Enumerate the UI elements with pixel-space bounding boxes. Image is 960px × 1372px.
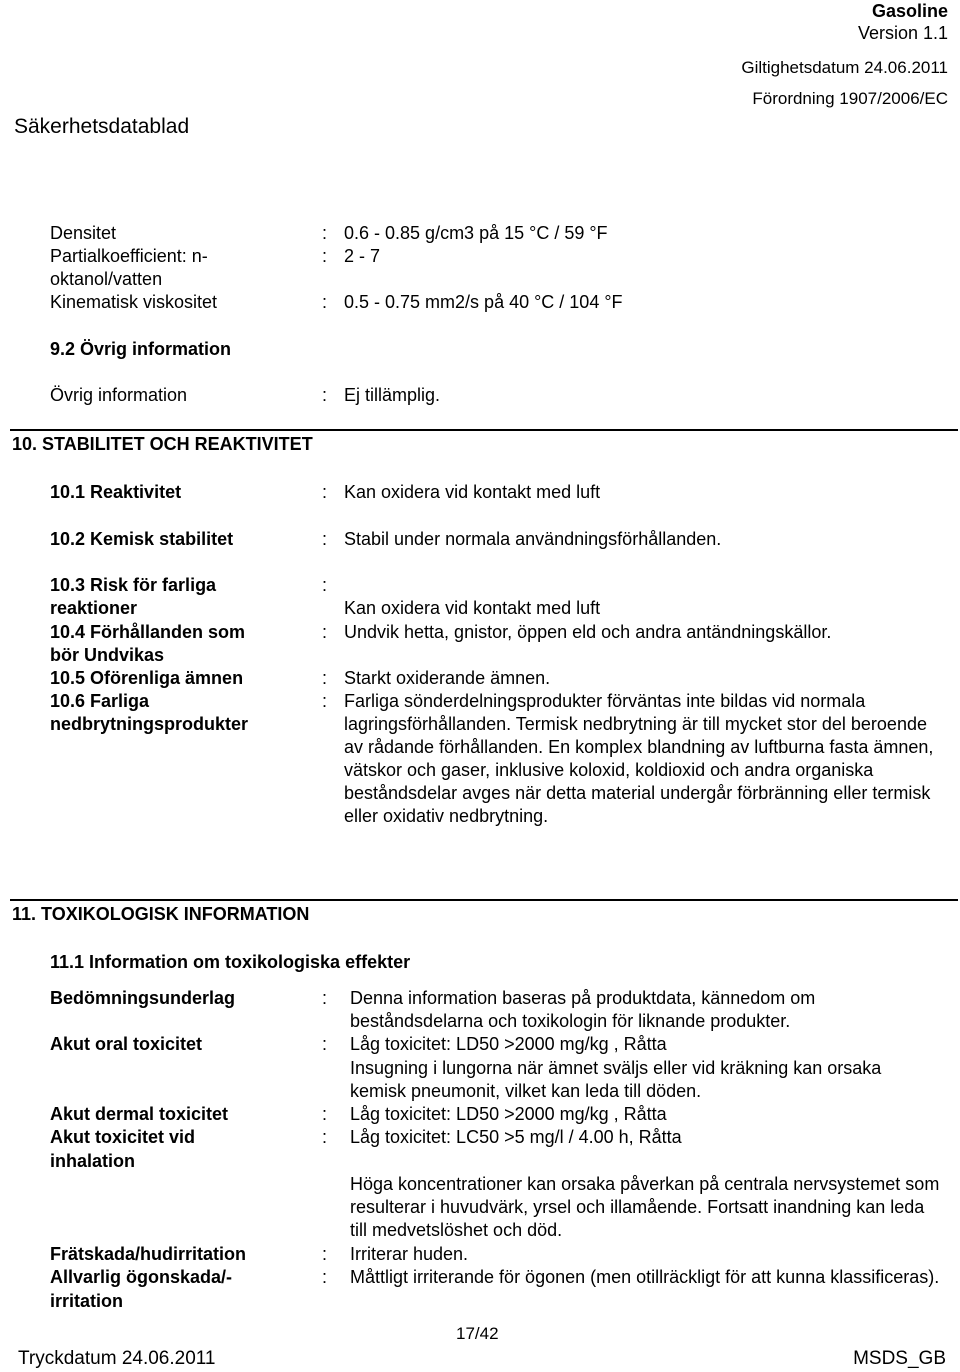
field-label: Akut dermal toxicitet (50, 1104, 229, 1124)
field-value: Låg toxicitet: LC50 >5 mg/l / 4.00 h, Råtta (350, 1127, 682, 1147)
colon: : (322, 482, 328, 502)
prop-label: oktanol/vatten (50, 269, 163, 289)
version: Version 1.1 (857, 23, 948, 43)
field-label: Frätskada/hudirritation (50, 1244, 247, 1264)
colon: : (322, 668, 328, 688)
field-label: Allvarlig ögonskada/- (50, 1267, 233, 1287)
prop-value: 0.6 - 0.85 g/cm3 på 15 °C / 59 °F (344, 223, 608, 243)
doc-title: Säkerhetsdatablad (14, 115, 190, 138)
colon: : (322, 1244, 328, 1264)
colon: : (322, 1034, 328, 1054)
field-label: 10.3 Risk för farliga (50, 575, 217, 595)
field-value: Farliga sönderdelningsprodukter förväntas inte bildas vid normala lagringsförhållanden. Termisk nedbrytning är till mycket stor del beroende av rådande förhållanden. En komplex blandning av luftburna fasta ämnen, vätskor och gaser, inklusive koloxid, koldioxid och andra organiska beståndsdelar avges när detta material undergår förbränning eller termisk eller oxidativ nedbrytning. (344, 691, 934, 826)
colon: : (322, 575, 328, 595)
colon: : (322, 1127, 328, 1147)
field-label: 10.1 Reaktivitet (50, 482, 182, 502)
section-divider (10, 899, 958, 901)
prop-label: Densitet (50, 223, 117, 243)
field-value: Kan oxidera vid kontakt med luft (344, 482, 601, 502)
colon: : (322, 223, 328, 243)
section-heading: 9.2 Övrig information (50, 339, 232, 359)
field-label: nedbrytningsprodukter (50, 714, 249, 734)
section-heading: 11. TOXIKOLOGISK INFORMATION (12, 904, 310, 924)
prop-value: 2 - 7 (344, 246, 381, 266)
field-label: 10.2 Kemisk stabilitet (50, 529, 234, 549)
field-value: Höga koncentrationer kan orsaka påverkan på centrala nervsystemet som resulterar i huvudvärk, yrsel och illamående. Fortsatt inandning kan leda till medvetslöshet och död. (350, 1174, 940, 1240)
validity-date: Giltighetsdatum 24.06.2011 (741, 58, 948, 77)
field-label: reaktioner (50, 598, 138, 618)
colon: : (322, 246, 328, 266)
colon: : (322, 622, 328, 642)
field-label: Övrig information (50, 385, 188, 405)
field-value: Starkt oxiderande ämnen. (344, 668, 551, 688)
field-label: 10.6 Farliga (50, 691, 150, 711)
print-date: Tryckdatum 24.06.2011 (18, 1348, 216, 1369)
colon: : (322, 385, 328, 405)
colon: : (322, 691, 328, 711)
colon: : (322, 292, 328, 312)
prop-value: 0.5 - 0.75 mm2/s på 40 °C / 104 °F (344, 292, 623, 312)
page-number: 17/42 (456, 1324, 499, 1343)
colon: : (322, 529, 328, 549)
field-value: Ej tillämplig. (344, 385, 441, 405)
field-label: 10.5 Oförenliga ämnen (50, 668, 244, 688)
field-value: Insugning i lungorna när ämnet sväljs eller vid kräkning kan orsaka kemisk pneumonit, vilket kan leda till döden. (350, 1058, 882, 1101)
field-value: Irriterar huden. (350, 1244, 469, 1264)
doc-code: MSDS_GB (853, 1348, 946, 1369)
field-label: inhalation (50, 1151, 135, 1171)
subsection-heading: 11.1 Information om toxikologiska effekter (50, 952, 411, 972)
field-label: Akut toxicitet vid (50, 1127, 196, 1147)
field-value: Måttligt irriterande för ögonen (men otillräckligt för att kunna klassificeras). (350, 1267, 940, 1287)
field-value: Låg toxicitet: LD50 >2000 mg/kg , Råtta (350, 1104, 667, 1124)
section-heading: 10. STABILITET OCH REAKTIVITET (12, 434, 313, 454)
field-value: Stabil under normala användningsförhållanden. (344, 529, 722, 549)
colon: : (322, 1267, 328, 1287)
prop-label: Kinematisk viskositet (50, 292, 218, 312)
prop-label: Partialkoefficient: n- (50, 246, 208, 266)
field-label: irritation (50, 1291, 124, 1311)
field-label: Bedömningsunderlag (50, 988, 236, 1008)
regulation: Förordning 1907/2006/EC (752, 89, 948, 108)
field-value: Låg toxicitet: LD50 >2000 mg/kg , Råtta (350, 1034, 667, 1054)
field-value: Kan oxidera vid kontakt med luft (344, 598, 601, 618)
field-value: Undvik hetta, gnistor, öppen eld och andra antändningskällor. (344, 622, 832, 642)
field-label: 10.4 Förhållanden som (50, 622, 246, 642)
colon: : (322, 988, 328, 1008)
section-divider (10, 429, 958, 431)
field-label: bör Undvikas (50, 645, 165, 665)
colon: : (322, 1104, 328, 1124)
product-name: Gasoline (871, 1, 948, 21)
field-label: Akut oral toxicitet (50, 1034, 203, 1054)
field-value: Denna information baseras på produktdata, kännedom om beståndsdelarna och toxikologin för liknande produkter. (350, 988, 816, 1031)
